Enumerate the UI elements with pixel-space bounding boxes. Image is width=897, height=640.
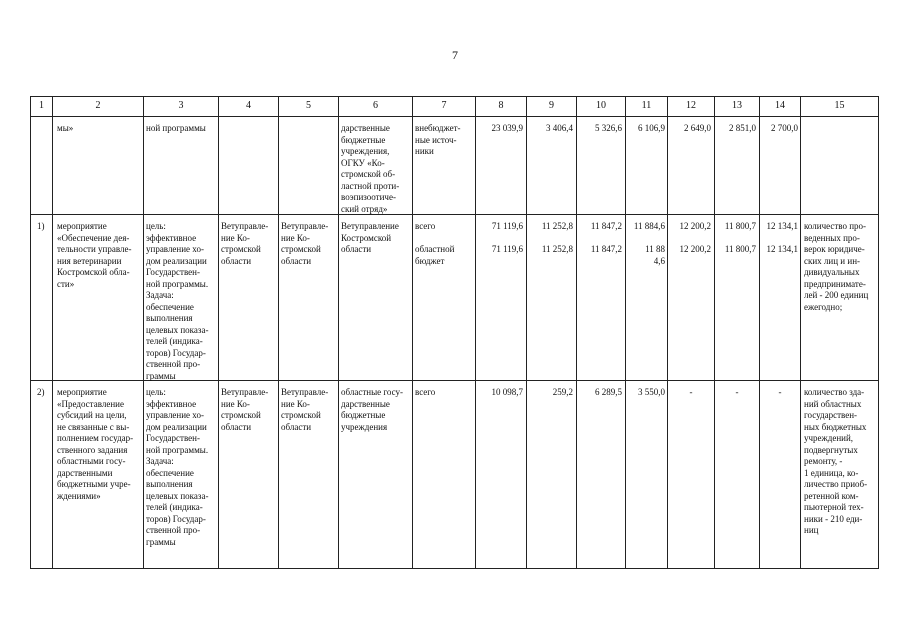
executor-cell: областные госу- дарственные бюджетные учреждения bbox=[341, 387, 403, 432]
indicator-cell: количество про- веденных про- верок юридиче- ских лиц и ин- дивидуальных предпринимате- лей - 200 единиц ежегодно; bbox=[804, 221, 869, 312]
amount-cell: - bbox=[735, 387, 739, 397]
amount-cell: 11 252,8 bbox=[541, 221, 573, 231]
amount-cell: 10 098,7 bbox=[491, 387, 523, 397]
column-header: 4 bbox=[246, 100, 251, 111]
amount-cell: 11 800,7 bbox=[724, 244, 756, 254]
column-header: 13 bbox=[732, 100, 742, 111]
column-header: 9 bbox=[549, 100, 554, 111]
amount-cell: 259,2 bbox=[552, 387, 573, 397]
funding-source-cell: внебюджет- ные источ- ники bbox=[415, 123, 461, 156]
amount-cell: 6 289,5 bbox=[595, 387, 622, 397]
funding-source-cell: всего bbox=[415, 221, 436, 231]
goal-cell: ной программы bbox=[146, 123, 206, 133]
column-header: 14 bbox=[775, 100, 785, 111]
column-header: 1 bbox=[39, 100, 44, 111]
coexecutor-cell: Ветуправле- ние Ко- стромской области bbox=[281, 387, 329, 432]
activity-name-cell: мероприятие «Обеспечение дея- тельности управле- ния ветеринарии Костромской обла- сти» bbox=[57, 221, 132, 289]
amount-cell: 11 884,6 bbox=[633, 221, 665, 231]
funding-source-cell: всего bbox=[415, 387, 436, 397]
amount-cell: 11 847,2 bbox=[590, 221, 622, 231]
amount-cell: 23 039,9 bbox=[491, 123, 523, 133]
amount-cell: 3 406,4 bbox=[546, 123, 573, 133]
column-header: 3 bbox=[178, 100, 184, 111]
amount-cell: 5 326,6 bbox=[595, 123, 622, 133]
amount-cell: 71 119,6 bbox=[491, 221, 523, 231]
indicator-cell: количество зда- ний областных государствен- ных бюджетных учреждений, подвергнутых ремонту, - 1 единица, ко- личество приоб- ретенной ком- пьютерной тех- ники - 210 еди- ниц bbox=[804, 387, 868, 535]
responsible-cell: Ветуправле- ние Ко- стромской области bbox=[221, 221, 269, 266]
amount-cell: 12 200,2 bbox=[679, 221, 711, 231]
amount-cell: 12 134,1 bbox=[766, 244, 798, 254]
column-header: 5 bbox=[306, 100, 311, 111]
funding-source-cell: областной бюджет bbox=[415, 244, 455, 266]
amount-cell: 11 88 4,6 bbox=[645, 244, 665, 266]
activity-name-cell: мероприятие «Предоставление субсидий на цели, не связанные с вы- полнением государ- ственного задания областными госу- дарственными бюджетными учре- ждениями» bbox=[57, 387, 134, 501]
amount-cell: 11 252,8 bbox=[541, 244, 573, 254]
column-header: 15 bbox=[834, 100, 845, 111]
amount-cell: 2 851,0 bbox=[729, 123, 756, 133]
column-header: 7 bbox=[441, 100, 447, 111]
amount-cell: 11 847,2 bbox=[590, 244, 622, 254]
amount-cell: 6 106,9 bbox=[638, 123, 665, 133]
amount-cell: 12 200,2 bbox=[679, 244, 711, 254]
column-header: 2 bbox=[95, 100, 101, 111]
amount-cell: - bbox=[778, 387, 782, 397]
coexecutor-cell: Ветуправле- ние Ко- стромской области bbox=[281, 221, 329, 266]
column-header: 11 bbox=[641, 100, 652, 111]
column-header: 10 bbox=[596, 100, 606, 111]
column-header: 6 bbox=[373, 100, 378, 111]
row-number-cell: 1) bbox=[37, 221, 45, 231]
amount-cell: 3 550,0 bbox=[638, 387, 665, 397]
amount-cell: 12 134,1 bbox=[766, 221, 798, 231]
goal-cell: цель: эффективное управление хо- дом реализации Государствен- ной программы. Задача: обеспечение выполнения целевых показа- телей (индика- торов) Государ- ственной про- граммы bbox=[146, 387, 209, 547]
executor-cell: Ветуправление Костромской области bbox=[341, 221, 399, 254]
executor-cell: дарственные бюджетные учреждения, ОГКУ «Ко- стромской об- ластной проти- воэпизоотиче- ский отряд» bbox=[341, 123, 400, 214]
column-header: 8 bbox=[498, 100, 504, 111]
activity-name-cell: мы» bbox=[57, 123, 74, 133]
amount-cell: 71 119,6 bbox=[491, 244, 523, 254]
goal-cell: цель: эффективное управление хо- дом реализации Государствен- ной программы. Задача: обеспечение выполнения целевых показа- телей (индика- торов) Государ- ственной про- граммы bbox=[146, 221, 209, 381]
row-number-cell: 2) bbox=[37, 387, 45, 397]
amount-cell: - bbox=[689, 387, 693, 397]
amount-cell: 2 700,0 bbox=[771, 123, 798, 133]
column-header: 12 bbox=[686, 100, 696, 111]
amount-cell: 11 800,7 bbox=[724, 221, 756, 231]
amount-cell: 2 649,0 bbox=[684, 123, 711, 133]
page-number: 7 bbox=[452, 48, 458, 62]
responsible-cell: Ветуправле- ние Ко- стромской области bbox=[221, 387, 269, 432]
